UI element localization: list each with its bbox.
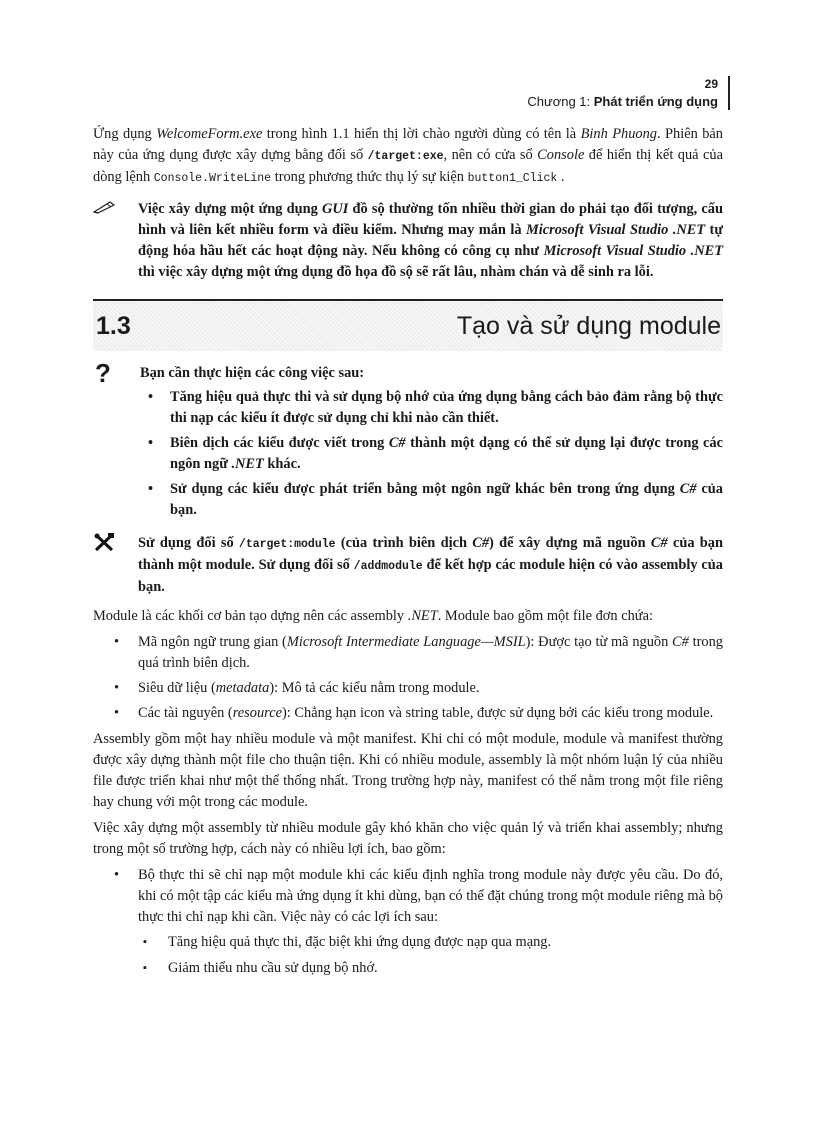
list-item: • Biên dịch các kiểu được viết trong C# thành một dạng có thể sử dụng lại được trong các ngôn ngữ .NET khác. <box>140 433 723 475</box>
intro-paragraph: Ứng dụng WelcomeForm.exe trong hình 1.1 hiển thị lời chào người dùng có tên là Binh Phuong. Phiên bản này của ứng dụng được xây dựng bằng đối số /target:exe, nên có cửa sổ Console để hiển thị kết quả của dòng lệnh Console.WriteLine trong phương thức thụ lý sự kiện button1_Click . <box>93 126 723 185</box>
note-text: Việc xây dựng một ứng dụng GUI đồ sộ thường tốn nhiều thời gian do phải tạo đối tượng, cấu hình và liên kết nhiều form và điều kiểm. Nhưng may mắn là Microsoft Visual Studio .NET tự động hóa hầu hết các hoạt động này. Nếu không có công cụ như Microsoft Visual Studio .NET thì việc xây dựng một ứng dụng đồ họa đồ sộ sẽ rất lâu, nhàm chán và dễ sinh ra lỗi. <box>138 201 724 280</box>
note-block <box>93 199 723 283</box>
code-target-exe: /target:exe <box>367 150 444 163</box>
chapter-title: Phát triển ứng dụng <box>593 94 718 109</box>
code-target-module: /target:module <box>238 538 336 551</box>
module-intro-paragraph: Module là các khối cơ bản tạo dựng nên các assembly .NET. Module bao gồm một file đơn chứa: <box>93 608 653 624</box>
code-console-writeline: Console.WriteLine <box>153 172 272 185</box>
chapter-heading <box>527 93 718 110</box>
page-content <box>93 124 723 984</box>
section-title: Tạo và sử dụng module <box>456 311 721 340</box>
list-item: • Bộ thực thi sẽ chỉ nạp một module khi các kiểu định nghĩa trong module này được yêu cầu. Do đó, khi có một tập các kiểu mà ứng dụng ít khi dùng, bạn có thể đặt chúng trong một module riêng mà bộ thực thi chỉ nạp khi cần. Việc này có các lợi ích sau: ▪ Tăng hiệu quả thực thi, đặc biệt khi ứng dụng được nạp qua mạng. ▪ Giảm thiểu nhu cầu sử dụng bộ nhớ. <box>93 865 723 979</box>
benefit-sublist <box>138 932 723 979</box>
problem-lead: Bạn cần thực hiện các công việc sau: <box>140 365 365 381</box>
sublist-item: ▪ Giảm thiểu nhu cầu sử dụng bộ nhớ. <box>138 958 723 979</box>
assembly-paragraph: Assembly gồm một hay nhiều module và một manifest. Khi chỉ có một module, module và manifest thường được xây dựng thành một file cho thuận tiện. Khi có nhiều module, assembly là một nhóm luận lý của nhiều file được triển khai như một thể thống nhất. Trong trường hợp này, manifest có thể nằm trong một file riêng hay chung với một trong các module. <box>93 731 723 810</box>
question-icon: ? <box>95 358 111 388</box>
code-addmodule: /addmodule <box>353 560 423 573</box>
list-item: • Mã ngôn ngữ trung gian (Microsoft Intermediate Language—MSIL): Được tạo từ mã nguồn C# trong quá trình biên dịch. <box>93 632 723 674</box>
build-paragraph: Việc xây dựng một assembly từ nhiều module gây khó khăn cho việc quản lý và triển khai assembly; nhưng trong một số trường hợp, cách này có nhiều lợi ích, bao gồm: <box>93 820 723 857</box>
list-item: • Tăng hiệu quả thực thi và sử dụng bộ nhớ của ứng dụng bằng cách bảo đảm rằng bộ thực thi nạp các kiểu ít được sử dụng chỉ khi nào cần thiết. <box>140 387 723 429</box>
problem-list <box>140 387 723 521</box>
benefits-list <box>93 865 723 979</box>
filename-text: WelcomeForm.exe <box>156 126 263 142</box>
page-number: 29 <box>704 77 718 91</box>
pencil-note-icon <box>93 199 138 283</box>
section-number: 1.3 <box>96 311 131 340</box>
solution-block <box>93 533 723 598</box>
tools-icon <box>93 533 138 598</box>
problem-block <box>93 358 724 525</box>
list-item: • Siêu dữ liệu (metadata): Mô tả các kiểu nằm trong module. <box>93 678 723 699</box>
section-heading <box>93 299 723 351</box>
module-content-list <box>93 632 723 724</box>
code-button-click: button1_Click <box>467 172 558 185</box>
sublist-item: ▪ Tăng hiệu quả thực thi, đặc biệt khi ứng dụng được nạp qua mạng. <box>138 932 723 953</box>
chapter-prefix: Chương 1: <box>527 94 594 109</box>
page-header <box>527 76 730 110</box>
solution-text: Sử dụng đối số /target:module (của trình biên dịch C#) để xây dựng mã nguồn C# của bạn thành một module. Sử dụng đối số /addmodule để kết hợp các module hiện có vào assembly của bạn. <box>138 535 724 595</box>
list-item: • Sử dụng các kiểu được phát triển bằng một ngôn ngữ khác bên trong ứng dụng C# của bạn. <box>140 479 723 521</box>
list-item: • Các tài nguyên (resource): Chẳng hạn icon và string table, được sử dụng bởi các kiểu trong module. <box>93 703 723 724</box>
